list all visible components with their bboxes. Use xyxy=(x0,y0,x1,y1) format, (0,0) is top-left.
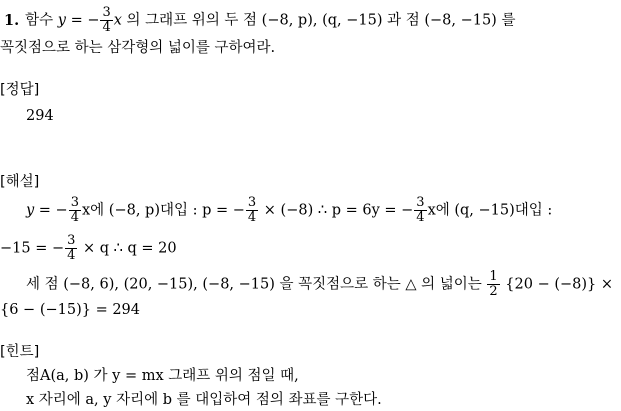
question-text-d: 의 그래프 위의 두 점 (−8, p), (q, −15) 과 점 (−8, −15) 를 xyxy=(121,12,516,29)
question-text-a: 함수 xyxy=(25,12,58,29)
question-line-2: 꼭짓점으로 하는 삼각형의 넓이를 구하여라. xyxy=(0,40,276,56)
hint-line-1: 점A(a, b) 가 y = mx 그래프 위의 점일 때, xyxy=(26,368,299,384)
fraction: $\frac{3}{4}$ xyxy=(247,195,257,225)
fraction: $\frac{3}{4}$ xyxy=(70,195,79,225)
solution-line-1: y = − $\frac{3}{4}$ x에 (−8, p)대입 : p = − $\frac{3}{4}$ × (−8) ∴ p = 6y = − $\frac{3}{4}$ x에 (q, −15)대입 : xyxy=(26,195,553,225)
fraction: $\frac{3}{4}$ xyxy=(67,233,76,263)
solution-line-3: 세 점 (−8, 6), (20, −15), (−8, −15) 을 꼭짓점으로 하는 △ 의 넓이는 $\frac{1}{2}$ {20 − (−8)} × xyxy=(26,269,613,299)
hint-line-2: x 자리에 a, y 자리에 b 를 대입하여 점의 좌표를 구한다. xyxy=(26,392,382,408)
solution-line-2: −15 = − $\frac{3}{4}$ × q ∴ q = 20 xyxy=(0,233,177,263)
answer-header: [정답] xyxy=(0,82,40,98)
question-equation-lhs: y = − xyxy=(57,12,100,29)
fraction: $\frac{1}{2}$ xyxy=(489,269,498,299)
question-equation-var: x xyxy=(113,12,122,29)
fraction: $\frac{3}{4}$ xyxy=(102,5,111,35)
answer-value: 294 xyxy=(26,108,54,124)
solution-line-4: {6 − (−15)} = 294 xyxy=(0,302,141,318)
fraction: $\frac{3}{4}$ xyxy=(416,195,425,225)
question-number: 1. xyxy=(4,11,20,29)
question-line-1 xyxy=(4,6,515,35)
hint-header: [힌트] xyxy=(0,344,40,360)
solution-header: [해설] xyxy=(0,174,40,190)
